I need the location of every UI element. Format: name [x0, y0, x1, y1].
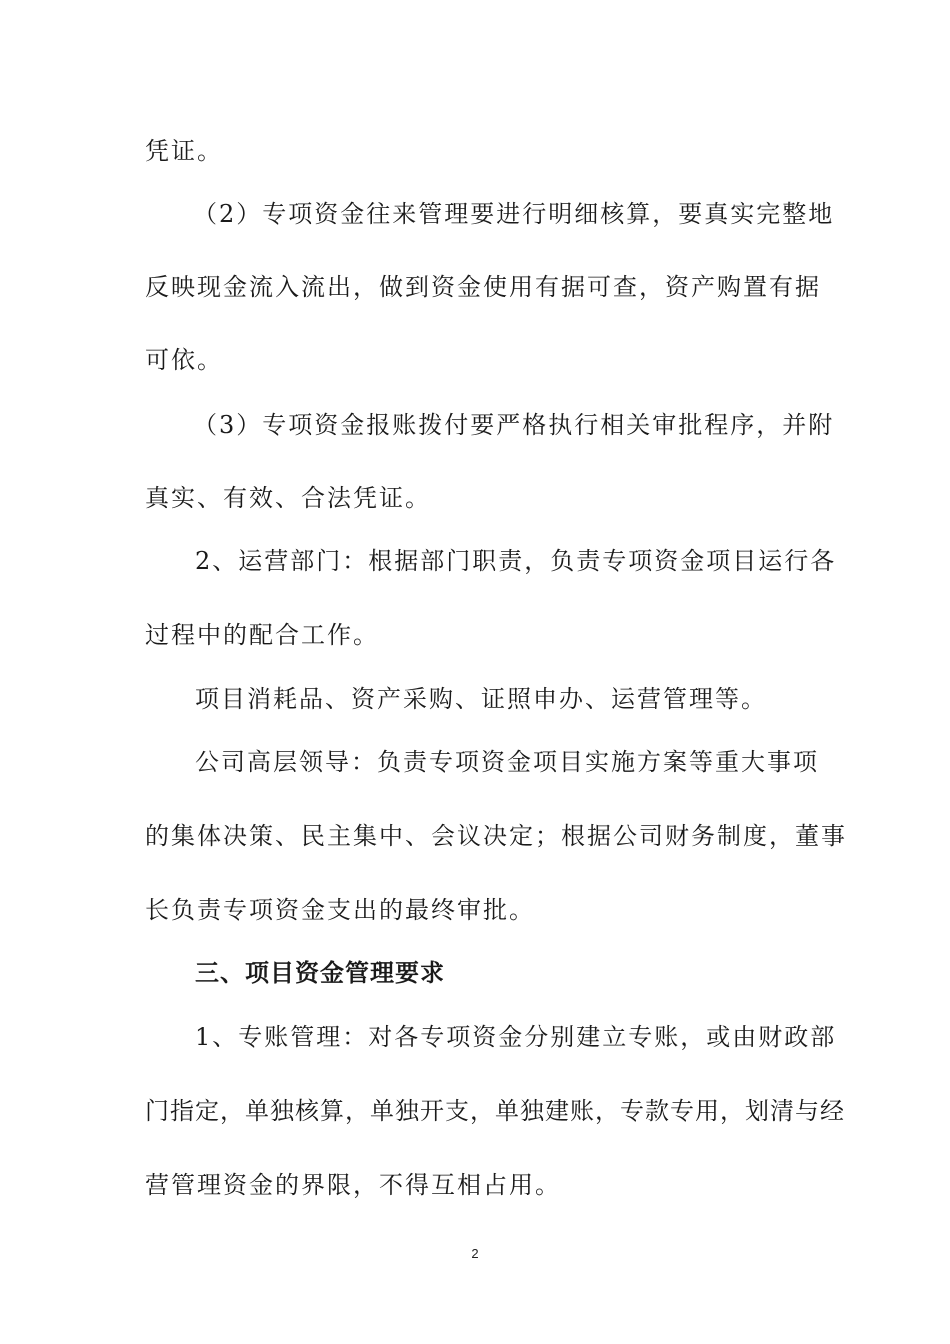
text-line: （2）专项资金往来管理要进行明细核算，要真实完整地: [193, 200, 835, 228]
text-line: 项目消耗品、资产采购、证照申办、运营管理等。: [195, 685, 767, 713]
text-line: 的集体决策、民主集中、会议决定；根据公司财务制度，董事: [145, 822, 847, 850]
section-heading: 三、项目资金管理要求: [195, 959, 445, 987]
text-line: 公司高层领导：负责专项资金项目实施方案等重大事项: [195, 748, 819, 776]
text-line: 反映现金流入流出，做到资金使用有据可查，资产购置有据: [145, 273, 821, 301]
page-number: 2: [471, 1246, 479, 1261]
text-line: 过程中的配合工作。: [145, 621, 379, 649]
text-line: （3）专项资金报账拨付要严格执行相关审批程序，并附: [193, 411, 835, 439]
text-line: 可依。: [145, 346, 223, 374]
text-line: 1、专账管理：对各专项资金分别建立专账，或由财政部: [195, 1023, 837, 1051]
text-line: 2、运营部门：根据部门职责，负责专项资金项目运行各: [195, 547, 837, 575]
text-line: 营管理资金的界限，不得互相占用。: [145, 1171, 561, 1199]
text-line: 真实、有效、合法凭证。: [145, 484, 431, 512]
text-line: 凭证。: [145, 137, 223, 165]
text-line: 门指定，单独核算，单独开支，单独建账，专款专用，划清与经: [145, 1097, 845, 1125]
text-line: 长负责专项资金支出的最终审批。: [145, 896, 535, 924]
